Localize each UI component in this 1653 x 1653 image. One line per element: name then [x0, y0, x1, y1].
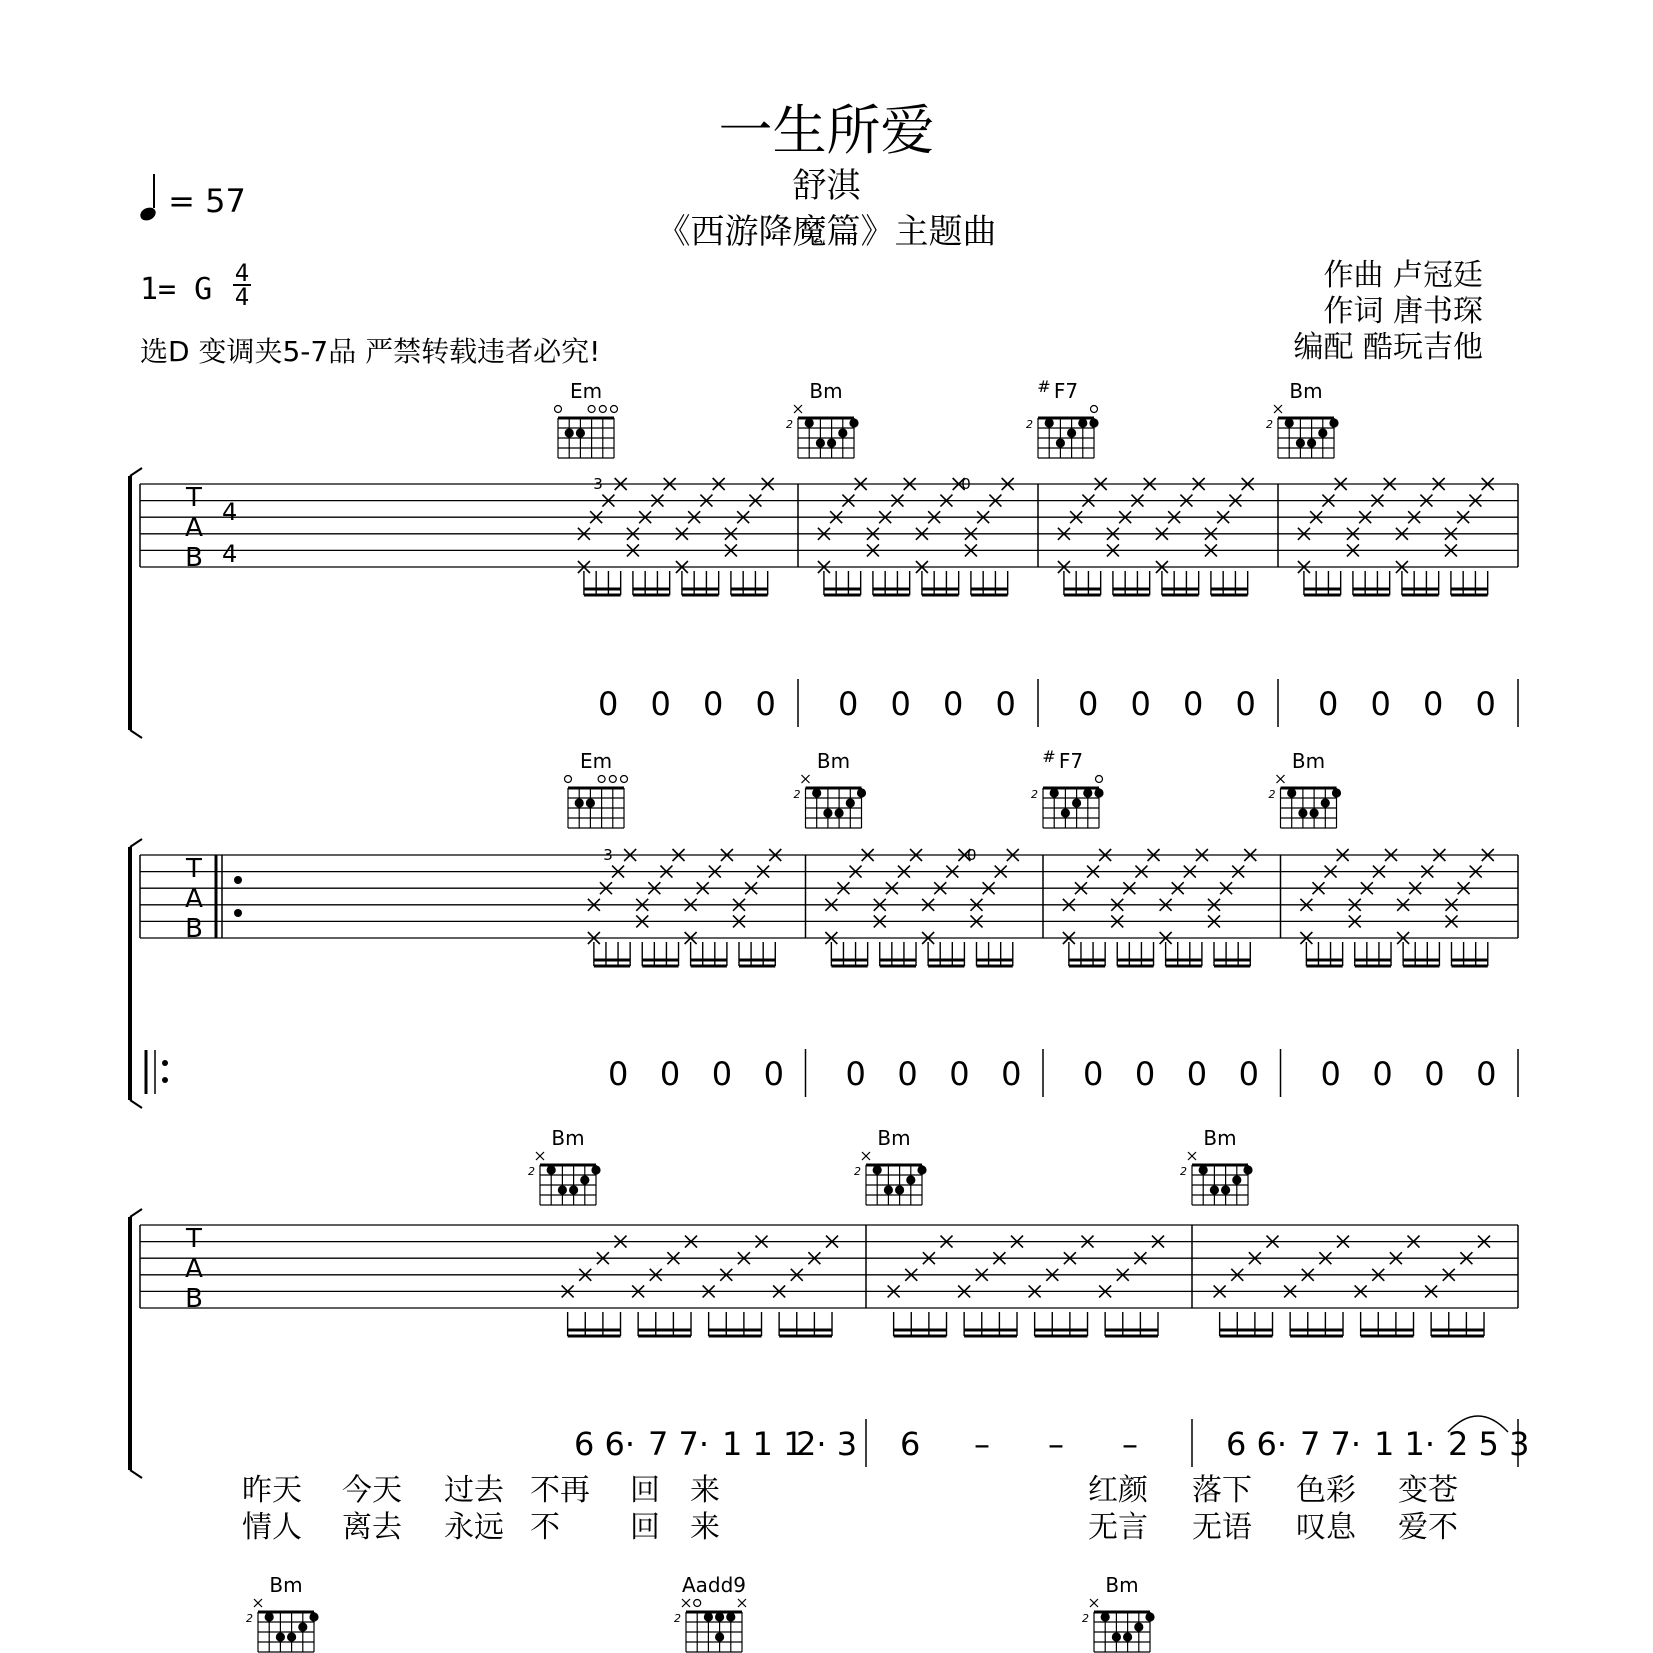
finger-dot [1145, 1612, 1154, 1621]
chord-name: Bm [1203, 1126, 1237, 1150]
key-signature: 1= G [140, 272, 213, 307]
chord-diagram-bm [528, 1126, 601, 1205]
jianpu-note: – [1048, 1425, 1064, 1463]
finger-dot [849, 418, 858, 427]
finger-dot [1310, 808, 1319, 817]
jianpu-note: – [1122, 1425, 1138, 1463]
finger-dot [586, 798, 595, 807]
chord-name: Aadd9 [681, 1573, 747, 1597]
fret-label: 2 [786, 418, 793, 431]
finger-dot [895, 1185, 904, 1194]
finger-dot [805, 418, 814, 427]
fret-label: 2 [674, 1612, 681, 1625]
finger-dot [1067, 428, 1076, 437]
jianpu-note: 0 [890, 685, 911, 723]
jianpu-note: 0 [1130, 685, 1151, 723]
sharp-sign: # [1042, 747, 1056, 766]
system-2 [130, 839, 1518, 1108]
capo-note: 选D 变调夹5-7品 严禁转载违者必究! [140, 335, 601, 368]
chord-name: F7 [1053, 379, 1079, 403]
chord-diagram-bm [854, 1126, 927, 1205]
chord-name: Em [569, 379, 603, 403]
finger-dot [1094, 788, 1103, 797]
tab-clef-letter: A [185, 1254, 203, 1284]
jianpu-note: 0 [1424, 1055, 1445, 1093]
lyric-verse1: 红颜 [1088, 1473, 1148, 1508]
chord-diagram-bm [1082, 1573, 1155, 1652]
time-signature-top: 4 [234, 259, 250, 287]
jianpu-note: 0 [1372, 1055, 1393, 1093]
tab-clef-letter: A [185, 513, 203, 543]
system-bracket [130, 468, 142, 476]
jianpu-note: 0 [1186, 1055, 1208, 1093]
time-signature-tab-top: 4 [222, 498, 238, 526]
finger-dot [1050, 788, 1059, 797]
jianpu-note: 0 [608, 1055, 629, 1093]
chord-diagram-bm [246, 1573, 319, 1652]
repeat-dot [234, 876, 242, 884]
jianpu-note: 0 [1235, 685, 1256, 723]
jianpu-note: 0 [949, 1055, 970, 1093]
finger-dot [1112, 1632, 1121, 1641]
chord-name: Bm [1105, 1573, 1139, 1597]
tempo-value: = 57 [168, 182, 246, 220]
finger-dot [547, 1165, 556, 1174]
finger-dot [1243, 1165, 1252, 1174]
jianpu-note: 1 1· [1374, 1425, 1436, 1463]
open-string-marker [609, 776, 616, 783]
jianpu-note: 0 [1476, 1055, 1497, 1093]
jianpu-note: 0 [1183, 685, 1204, 723]
jianpu-note: 0 [838, 685, 859, 723]
lyricist-credit: 作词 唐书琛 [1323, 294, 1483, 329]
chord-diagram-fsharp7 [1031, 747, 1104, 828]
finger-dot [816, 438, 825, 447]
jianpu-note: 0 [755, 685, 776, 723]
lyric-verse1: 今天 [342, 1473, 402, 1508]
fret-label: 2 [793, 788, 801, 801]
lyric-verse2: 无言 [1088, 1510, 1148, 1545]
finger-dot [873, 1165, 882, 1174]
jianpu-note: 0 [763, 1055, 784, 1093]
jianpu-note: 0 [995, 685, 1016, 723]
jianpu-note: 0 [845, 1055, 866, 1093]
finger-dot [715, 1612, 724, 1621]
finger-dot [576, 428, 585, 437]
open-string-marker [1091, 406, 1098, 413]
fret-label: 2 [1268, 788, 1276, 801]
jianpu-note: 2· 3 [796, 1425, 858, 1463]
chord-diagram-bm [1180, 1126, 1253, 1205]
chord-diagram-bm [1269, 749, 1342, 828]
repeat-dot [234, 909, 242, 917]
system-bracket [130, 1209, 142, 1217]
finger-dot [1285, 418, 1294, 427]
jianpu-note: 0 [1370, 685, 1391, 723]
finger-dot [298, 1622, 307, 1631]
fret-label: 2 [1026, 418, 1033, 431]
lyric-verse1: 不再 [530, 1473, 590, 1508]
chord-name: Bm [877, 1126, 911, 1150]
chord-name: F7 [1058, 749, 1084, 773]
chord-diagram-bm [1266, 379, 1339, 458]
lyric-verse1: 回 [630, 1473, 660, 1508]
finger-dot [580, 1175, 589, 1184]
system-bracket [130, 730, 142, 738]
finger-dot [906, 1175, 915, 1184]
open-string-marker [598, 776, 605, 783]
finger-dot [726, 1612, 735, 1621]
finger-dot [1056, 438, 1065, 447]
finger-dot [715, 1632, 724, 1641]
finger-dot [917, 1165, 926, 1174]
fret-label: 2 [528, 1165, 535, 1178]
lyric-verse2: 离去 [342, 1510, 402, 1545]
finger-dot [1072, 798, 1081, 807]
finger-dot [309, 1612, 318, 1621]
tab-fret-number: 0 [961, 475, 971, 493]
fret-label: 2 [246, 1612, 253, 1625]
finger-dot [1321, 798, 1330, 807]
jianpu-note: 7 7· [1300, 1425, 1362, 1463]
finger-dot [1078, 418, 1087, 427]
jianpu-note: 0 [1475, 685, 1496, 723]
finger-dot [276, 1632, 285, 1641]
chord-name: Bm [269, 1573, 303, 1597]
jianpu-note: 6 [900, 1425, 921, 1463]
finger-dot [1298, 808, 1307, 817]
jianpu-note: 0 [1001, 1055, 1022, 1093]
lyric-verse2: 不 [530, 1510, 560, 1545]
finger-dot [575, 798, 584, 807]
finger-dot [1307, 438, 1316, 447]
chord-diagram-fsharp7 [1026, 377, 1099, 458]
jianpu-note: 0 [1083, 1055, 1104, 1093]
tab-clef-letter: B [185, 1284, 203, 1314]
system-bracket [130, 1470, 142, 1478]
lyric-verse2: 无语 [1192, 1510, 1252, 1545]
jianpu-note: 0 [1078, 685, 1099, 723]
finger-dot [1296, 438, 1305, 447]
fret-label: 2 [854, 1165, 861, 1178]
lyric-verse2: 情人 [242, 1510, 302, 1545]
lyric-verse1: 昨天 [242, 1473, 302, 1508]
open-string-marker [555, 406, 562, 413]
finger-dot [704, 1612, 713, 1621]
finger-dot [1134, 1622, 1143, 1631]
lyric-verse1: 落下 [1192, 1473, 1252, 1508]
chord-name: Bm [551, 1126, 585, 1150]
finger-dot [835, 808, 844, 817]
song-subtitle: 《西游降魔篇》主题曲 [656, 212, 997, 252]
finger-dot [1083, 788, 1092, 797]
jianpu-note: 6 6· [1226, 1425, 1288, 1463]
chord-diagram-bm [794, 749, 867, 828]
finger-dot [1329, 418, 1338, 427]
jianpu-note: 0 [1423, 685, 1444, 723]
lyric-verse1: 变苍 [1398, 1473, 1458, 1508]
lyric-verse1: 过去 [444, 1473, 504, 1508]
finger-dot [827, 438, 836, 447]
song-title: 一生所爱 [718, 99, 935, 162]
finger-dot [1232, 1175, 1241, 1184]
chord-diagram-bm [786, 379, 859, 458]
system-3 [130, 1209, 1529, 1545]
finger-dot [1061, 808, 1070, 817]
fret-label: 2 [1031, 788, 1038, 801]
jianpu-note: 2 5 3 [1448, 1425, 1530, 1463]
open-string-marker [599, 406, 606, 413]
lyric-verse2: 叹息 [1296, 1510, 1356, 1545]
tab-clef-letter: T [186, 854, 202, 884]
finger-dot [265, 1612, 274, 1621]
jianpu-note: 0 [1238, 1055, 1259, 1093]
chord-diagram-em [555, 379, 618, 458]
finger-dot [812, 788, 821, 797]
jianpu-note: 0 [1320, 1055, 1341, 1093]
system-1 [130, 468, 1518, 738]
finger-dot [565, 428, 574, 437]
open-string-marker [621, 776, 628, 783]
finger-dot [823, 808, 832, 817]
lyric-verse2: 爱不 [1398, 1510, 1458, 1545]
lyric-verse2: 回 [630, 1510, 660, 1545]
finger-dot [857, 788, 866, 797]
finger-dot [1123, 1632, 1132, 1641]
arranger-credit: 编配 酷玩吉他 [1293, 330, 1483, 365]
finger-dot [884, 1185, 893, 1194]
lyric-verse1: 来 [690, 1473, 720, 1508]
fret-label: 2 [1082, 1612, 1089, 1625]
open-string-marker [611, 406, 618, 413]
time-signature-tab-bottom: 4 [222, 540, 238, 568]
finger-dot [1221, 1185, 1230, 1194]
chord-name: Bm [816, 749, 851, 773]
repeat-dot [162, 1060, 168, 1066]
time-signature-bottom: 4 [234, 283, 250, 311]
finger-dot [1332, 788, 1341, 797]
open-string-marker [565, 776, 572, 783]
tab-clef-letter: T [186, 1224, 202, 1254]
artist-name: 舒淇 [792, 166, 861, 206]
jianpu-note: 7 7· [648, 1425, 710, 1463]
composer-credit: 作曲 卢冠廷 [1323, 258, 1483, 293]
jianpu-note: 0 [703, 685, 724, 723]
jianpu-note: 0 [659, 1055, 681, 1093]
tab-clef-letter: B [185, 914, 203, 944]
jianpu-note: 0 [650, 685, 671, 723]
chord-diagram-em [565, 749, 628, 828]
fret-label: 2 [1266, 418, 1273, 431]
lyric-verse2: 来 [690, 1510, 720, 1545]
fret-label: 2 [1180, 1165, 1187, 1178]
jianpu-note: 0 [598, 685, 619, 723]
open-string-marker [588, 406, 595, 413]
jianpu-note: 0 [943, 685, 964, 723]
chord-name: Bm [809, 379, 843, 403]
finger-dot [1210, 1185, 1219, 1194]
finger-dot [591, 1165, 600, 1174]
finger-dot [558, 1185, 567, 1194]
jianpu-note: 0 [1318, 685, 1339, 723]
finger-dot [287, 1632, 296, 1641]
open-string-marker [694, 1600, 701, 1607]
jianpu-note: 0 [711, 1055, 733, 1093]
tab-clef-letter: A [185, 884, 203, 914]
finger-dot [1199, 1165, 1208, 1174]
finger-dot [1089, 418, 1098, 427]
system-bracket [130, 1100, 142, 1108]
jianpu-note: 0 [897, 1055, 918, 1093]
finger-dot [1045, 418, 1054, 427]
system-bracket [130, 839, 142, 847]
tab-fret-number: 0 [966, 846, 977, 864]
jianpu-note: 6 6· [574, 1425, 636, 1463]
lyric-verse2: 永远 [444, 1510, 504, 1545]
finger-dot [1101, 1612, 1110, 1621]
finger-dot [1318, 428, 1327, 437]
sharp-sign: # [1037, 377, 1051, 396]
chord-name: Bm [1289, 379, 1323, 403]
tab-clef-letter: B [185, 543, 203, 573]
lyric-verse1: 色彩 [1296, 1473, 1356, 1508]
finger-dot [838, 428, 847, 437]
repeat-dot [162, 1077, 168, 1083]
finger-dot [846, 798, 855, 807]
chord-name: Em [579, 749, 613, 773]
tab-fret-number: 3 [593, 475, 603, 493]
jianpu-note: 1 1 1 [722, 1425, 804, 1463]
finger-dot [569, 1185, 578, 1194]
chord-diagram-aadd9 [674, 1573, 746, 1652]
chord-name: Bm [1291, 749, 1326, 773]
tab-fret-number: 3 [603, 846, 613, 864]
tab-clef-letter: T [186, 483, 202, 513]
jianpu-note: – [974, 1425, 990, 1463]
open-string-marker [1096, 776, 1103, 783]
jianpu-note: 0 [1134, 1055, 1156, 1093]
finger-dot [1287, 788, 1296, 797]
